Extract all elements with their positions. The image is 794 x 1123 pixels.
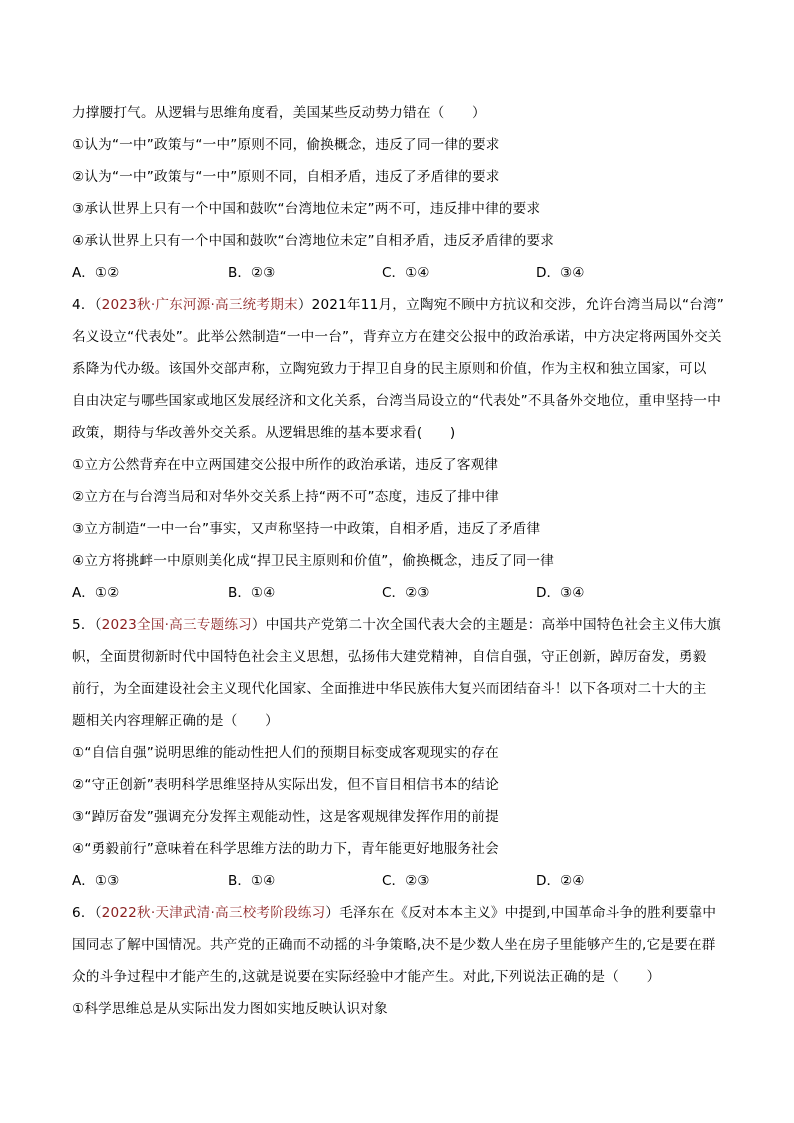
q4-stem-line-5: 政策，期待与华改善外交关系。从逻辑思维的基本要求看( ) (72, 425, 456, 441)
q3-option-b: B．②③ (228, 265, 276, 281)
q3-statement-3: ③承认世界上只有一个中国和鼓吹“台湾地位未定”两不可，违反排中律的要求 (72, 201, 541, 217)
q5-stem-line-4: 题相关内容理解正确的是（ ） (72, 713, 279, 729)
q5-option-d: D．②④ (536, 873, 585, 889)
q4-option-a: A．①② (72, 585, 120, 601)
q3-option-c: C．①④ (382, 265, 430, 281)
q3-statement-2: ②认为“一中”政策与“一中”原则不同，自相矛盾，违反了矛盾律的要求 (72, 169, 500, 185)
q4-statement-2: ②立方在与台湾当局和对华外交关系上持“两不可”态度，违反了排中律 (72, 489, 499, 505)
q4-stem-line-1 (72, 296, 724, 314)
q4-option-c: C．②③ (382, 585, 430, 601)
q5-statement-1: ①“自信自强”说明思维的能动性把人们的预期目标变成客观现实的存在 (72, 745, 499, 761)
q5-stem-line-1 (72, 616, 721, 634)
q4-stem-text: ）2021年11月，立陶宛不顾中方抗议和交涉，允许台湾当局以“台湾” (297, 297, 725, 313)
q6-source: 2022秋·天津武清·高三校考阶段练习 (101, 905, 326, 921)
q6-stem-line-3: 众的斗争过程中才能产生的,这就是说要在实际经验中才能产生。对此,下列说法正确的是（ ） (72, 969, 661, 985)
q5-statement-4: ④“勇毅前行”意味着在科学思维方法的助力下，青年能更好地服务社会 (72, 841, 499, 857)
q5-statement-3: ③“踔厉奋发”强调充分发挥主观能动性，这是客观规律发挥作用的前提 (72, 809, 499, 825)
q5-source: 2023全国·高三专题练习 (101, 617, 252, 633)
q4-option-d: D．③④ (536, 585, 585, 601)
q6-statement-1: ①科学思维总是从实际出发力图如实地反映认识对象 (72, 1001, 388, 1017)
q4-source: 2023秋·广东河源·高三统考期末 (101, 297, 298, 313)
q4-stem-line-2: 名义设立“代表处”。此举公然制造“一中一台”，背弃立方在建交公报中的政治承诺，中方决定将两国外交关 (72, 329, 722, 345)
q3-option-d: D．③④ (536, 265, 585, 281)
q3-statement-1: ①认为“一中”政策与“一中”原则不同，偷换概念，违反了同一律的要求 (72, 137, 500, 153)
q5-option-b: B．①④ (228, 873, 276, 889)
q6-number: 6．（ (72, 905, 102, 921)
q5-stem-line-3: 前行，为全面建设社会主义现代化国家、全面推进中华民族伟大复兴而团结奋斗！以下各项对二十大的主 (72, 681, 707, 697)
q4-stem-line-4: 自由决定与哪些国家或地区发展经济和文化关系，台湾当局设立的“代表处”不具备外交地位，重申坚持一中 (72, 393, 721, 409)
q5-option-c: C．②③ (382, 873, 430, 889)
q3-statement-4: ④承认世界上只有一个中国和鼓吹“台湾地位未定”自相矛盾，违反矛盾律的要求 (72, 233, 555, 249)
q5-stem-text: ）中国共产党第二十次全国代表大会的主题是：高举中国特色社会主义伟大旗 (251, 617, 721, 633)
q6-stem-line-2: 国同志了解中国情况。共产党的正确而不动摇的斗争策略,决不是少数人坐在房子里能够产生的,它是要在群 (72, 937, 716, 953)
q6-stem-text: ）毛泽东在《反对本本主义》中提到,中国革命斗争的胜利要靠中 (325, 905, 717, 921)
q5-number: 5．（ (72, 617, 102, 633)
q5-stem-line-2: 帜，全面贯彻新时代中国特色社会主义思想，弘扬伟大建党精神，自信自强，守正创新，踔厉奋发，勇毅 (72, 649, 707, 665)
q4-number: 4．（ (72, 297, 102, 313)
q3-option-a: A．①② (72, 265, 120, 281)
q4-statement-4: ④立方将挑衅一中原则美化成“捍卫民主原则和价值”，偷换概念，违反了同一律 (72, 553, 555, 569)
q4-option-b: B．①④ (228, 585, 276, 601)
q4-statement-3: ③立方制造“一中一台”事实，又声称坚持一中政策，自相矛盾，违反了矛盾律 (72, 521, 541, 537)
q5-option-a: A．①③ (72, 873, 120, 889)
q6-stem-line-1 (72, 904, 716, 922)
q4-statement-1: ①立方公然背弃在中立两国建交公报中所作的政治承诺，违反了客观律 (72, 457, 499, 473)
q5-statement-2: ②“守正创新”表明科学思维坚持从实际出发，但不盲目相信书本的结论 (72, 777, 499, 793)
q3-stem-tail: 力撑腰打气。从逻辑与思维角度看，美国某些反动势力错在（ ） (72, 105, 486, 121)
q4-stem-line-3: 系降为代办级。该国外交部声称，立陶宛致力于捍卫自身的民主原则和价值，作为主权和独立国家，可以 (72, 361, 707, 377)
